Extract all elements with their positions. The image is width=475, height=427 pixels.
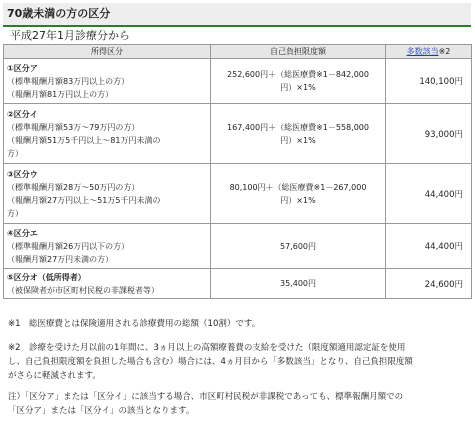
category-detail: （報酬月額81万円以上の方） [7,89,114,99]
table-row [4,269,472,299]
note-2-line: がさらに軽減されます。 [8,371,101,381]
many-times-cell: 140,100円 [386,59,472,104]
note-3-line: 「区分ア」または「区分イ」の該当となります。 [8,406,195,416]
category-detail: 方） [7,208,23,218]
category-detail: （報酬月額27万円以上～51万5千円未満の [7,195,161,205]
header-limit-amount: 自己負担限度額 [211,45,386,59]
income-category-cell [4,104,211,164]
limit-cell [211,59,386,104]
note-3-line: 注）「区分ア」または「区分イ」に該当する場合、市区町村民税が非課税であっても、標準報酬月額での [8,392,404,402]
category-label: ①区分ア [7,63,38,73]
many-times-cell: 44,400円 [386,224,472,269]
subtitle: 平成27年1月診療分から [10,29,130,42]
limit-table [3,44,472,299]
limit-formula: 57,600円 [280,241,316,251]
section-title: 70歳未満の方の区分 [3,3,471,27]
table-row [4,224,472,269]
income-category-cell [4,224,211,269]
note-1 [8,317,470,331]
limit-cell [211,224,386,269]
category-label: ②区分イ [7,109,38,119]
category-detail: 方） [7,148,23,158]
limit-cell [211,164,386,224]
limit-formula: 35,400円 [280,279,316,288]
table-row [4,104,472,164]
category-detail: （標準報酬月額26万円以下の方） [7,241,130,251]
category-detail: （標準報酬月額83万円以上の方） [7,76,130,86]
note-2-line: ※2 診療を受けた月以前の1年間に、3ヵ月以上の高額療養費の支給を受けた（限度額適用認定証を使用 [8,343,406,353]
table-row [4,59,472,104]
many-times-cell: 24,600円 [386,269,472,299]
limit-cell [211,104,386,164]
category-detail: （被保険者が市区町村民税の非課税者等） [7,285,159,295]
category-detail: （標準報酬月額53万～79万円の方） [7,122,140,132]
category-detail: （標準報酬月額28万～50万円の方） [7,182,140,192]
category-label: ⑤区分オ（低所得者） [7,272,86,282]
category-label: ③区分ウ [7,169,38,179]
header-note-mark: ※2 [438,47,451,56]
many-times-link[interactable]: 多数該当 [406,47,439,56]
note-2 [8,341,470,383]
limit-formula: 円）×1% [280,135,316,145]
note-2-line: し、自己負担限度額を負担した場合も含む）場合には、4ヵ月目から「多数該当」となり、自己負担限度額 [8,357,413,367]
income-category-cell [4,269,211,299]
limit-formula: 円）×1% [280,195,316,205]
note-1-text: ※1 総医療費とは保険適用される診療費用の総額（10割）です。 [8,319,261,329]
limit-formula: 167,400円＋（総医療費※1－558,000 [227,122,369,132]
header-income-category: 所得区分 [4,45,211,59]
income-category-cell [4,164,211,224]
income-category-cell [4,59,211,104]
category-detail: （報酬月額27万円未満の方） [7,254,114,264]
category-detail: （報酬月額51万5千円以上～81万円未満の [7,135,161,145]
limit-formula: 円）×1% [280,83,316,92]
limit-formula: 252,600円＋（総医療費※1－842,000 [227,70,369,79]
many-times-cell: 93,000円 [386,104,472,164]
category-label: ④区分エ [7,228,38,238]
table-row [4,164,472,224]
limit-formula: 80,100円＋（総医療費※1－267,000 [229,182,367,192]
header-many-times [386,45,472,59]
note-3 [8,390,470,418]
many-times-cell: 44,400円 [386,164,472,224]
table-header-row [4,45,472,59]
limit-cell [211,269,386,299]
